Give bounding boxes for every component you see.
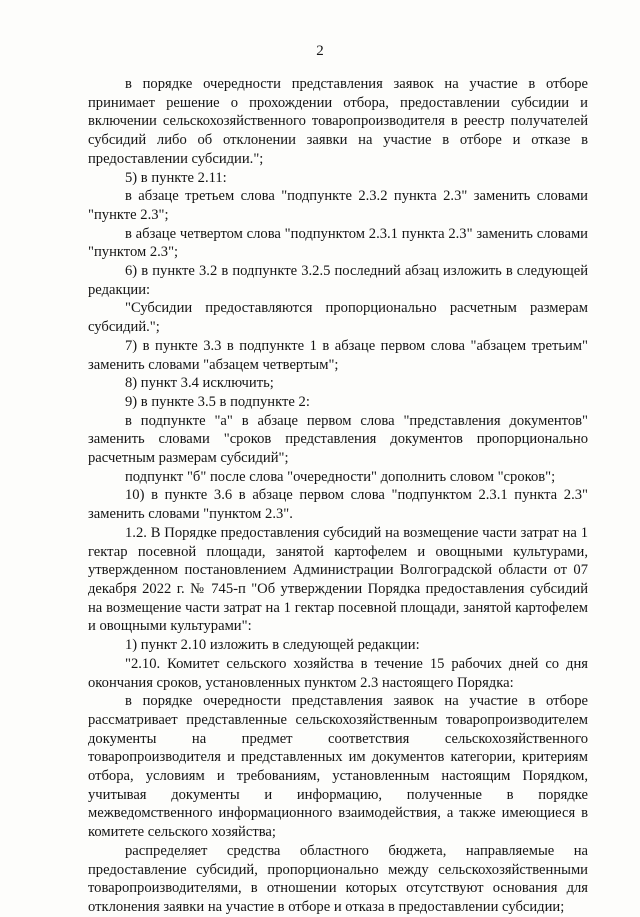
paragraph: 9) в пункте 3.5 в подпункте 2: xyxy=(125,393,310,410)
paragraph: "Субсидии предоставляются пропорционально расчетным размерам субсидий."; xyxy=(88,300,588,336)
paragraph: распределяет средства областного бюджета, направляемые на предоставление субсидий, пропорционально между сельскохозяйственными товаропроизводителями, в отношении которых отсутствуют основания для отклонения заявки на участие в отборе и отказа в предоставлении субсидии; xyxy=(88,842,588,915)
paragraph: 6) в пункте 3.2 в подпункте 3.2.5 последний абзац изложить в следующей редакции: xyxy=(88,263,588,298)
paragraph: 5) в пункте 2.11: xyxy=(125,169,227,186)
paragraph: в абзаце четвертом слова "подпунктом 2.3.1 пункта 2.3" заменить словами "пунктом 2.3"; xyxy=(88,225,588,261)
paragraph: в подпункте "а" в абзаце первом слова "представления документов" заменить словами "сроков представления документов пропорционально расчетным размерам субсидий"; xyxy=(88,412,588,467)
paragraph: 10) в пункте 3.6 в абзаце первом слова "подпунктом 2.3.1 пункта 2.3" заменить словами "пунктом 2.3". xyxy=(88,487,588,523)
paragraph: в порядке очередности представления заявок на участие в отборе принимает решение о прохождении отбора, предоставлении субсидии и включении сельскохозяйственного товаропроизводителя в реестр получателей субсидий либо об отклонении заявки на участие в отборе и отказе в предоставлении субсидии."; xyxy=(88,76,588,167)
paragraph: 8) пункт 3.4 исключить; xyxy=(125,375,274,392)
paragraph: 7) в пункте 3.3 в подпункте 1 в абзаце первом слова "абзацем третьим" заменить словами "абзацем четвертым"; xyxy=(88,337,588,373)
page-number: 2 xyxy=(316,43,324,59)
paragraph: в порядке очередности представления заявок на участие в отборе рассматривает представленные сельскохозяйственным товаропроизводителем документы на предмет соответствия сельскохозяйственного товаропроизводителя и представленных им документов категории, критериям отбора, условиям и требованиям, установленным настоящим Порядком, учитывая документы и информацию, полученные в порядке межведомственного информационного взаимодействия, а также имеющиеся в комитете сельского хозяйства; xyxy=(88,693,588,841)
paragraph: 1.2. В Порядке предоставления субсидий на возмещение части затрат на 1 гектар посевной площади, занятой картофелем и овощными культурами, утвержденном постановлением Администрации Волгоградской области от 07 декабря 2022 г. № 745-п "Об утверждении Порядка предоставления субсидий на возмещение части затрат на 1 гектар посевной площади, занятой картофелем и овощными культурами": xyxy=(88,524,588,635)
document-body xyxy=(88,75,588,917)
paragraph: 1) пункт 2.10 изложить в следующей редакции: xyxy=(125,637,420,654)
paragraph: в абзаце третьем слова "подпункте 2.3.2 пункта 2.3" заменить словами "пункте 2.3"; xyxy=(88,188,588,223)
paragraph: подпункт "б" после слова "очередности" дополнить словом "сроков"; xyxy=(125,468,556,485)
paragraph: "2.10. Комитет сельского хозяйства в течение 15 рабочих дней со дня окончания сроков, установленных пунктом 2.3 настоящего Порядка: xyxy=(88,655,588,691)
